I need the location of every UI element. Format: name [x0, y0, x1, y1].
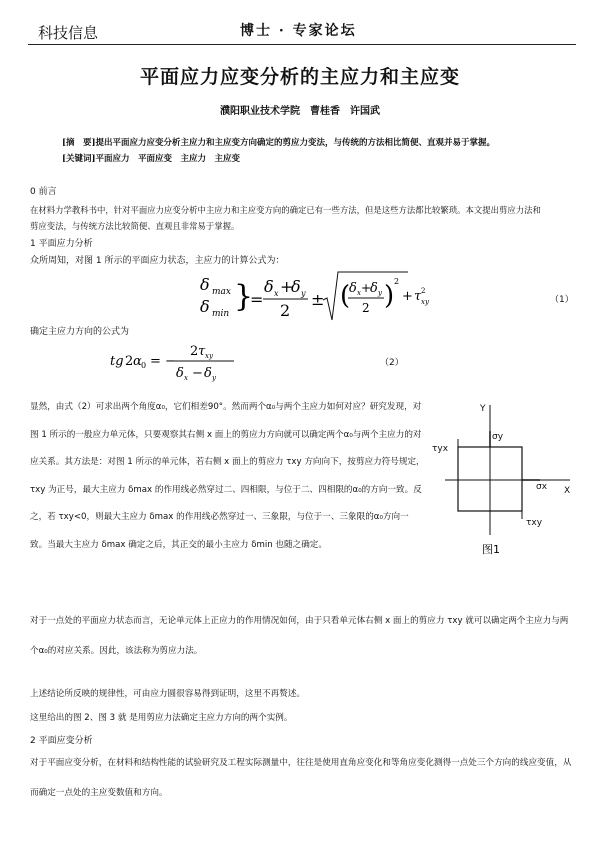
- section-0-heading: 0 前言: [30, 187, 57, 197]
- svg-text:2: 2: [421, 287, 426, 295]
- keywords-text: 平面应力 平面应变 主应力 主应变: [95, 154, 241, 164]
- svg-text:): ): [384, 281, 395, 311]
- section-1-paragraph-a: 显然，由式（2）可求出两个角度α₀，它们相差90°。然而两个α₀与两个主应力如何对应？研究发现，对图 1 所示的一般应力单元体，只要观察其右侧 x 面上的剪应力方向就可以确定两个α₀与两个主应力的对应关系。其方法是：对图 1 所示的单元体，若右侧 x 面上的剪应力 τxy 方向向下，按剪应力符号规定，τxy 为正号，最大主应力 δmax 的作用线必然穿过二、四相限，与位于二、四相限的α₀的方向一致。反之，若 τxy<0，则最大主应力 δmax 的作用线必然穿过一、三象限，与位于一、三象限的α₀方向一致。当最大主应力 δmax 确定之后，其正交的最小主应力 δmin 也随之确定。: [30, 402, 425, 550]
- svg-text:δ: δ: [264, 277, 274, 296]
- label-sigma-x: σx: [536, 482, 548, 492]
- equation-2-number: （2）: [380, 358, 404, 368]
- journal-name: 科技信息: [38, 24, 99, 42]
- equation-1-tail: [402, 282, 442, 312]
- label-x: X: [564, 486, 571, 496]
- svg-text:max: max: [212, 287, 231, 297]
- article-authors: 濮阳职业技术学院 曹桂香 许国武: [220, 106, 380, 117]
- section-0-para-line1: 在材料力学教科书中，针对平面应力应变分析中主应力和主应变方向的确定已有一些方法，但是这些方法都比较繁琐。本文提出剪应力法和: [30, 205, 541, 215]
- svg-text:δ: δ: [200, 297, 210, 316]
- svg-text:2: 2: [190, 344, 199, 359]
- svg-text:δ: δ: [176, 366, 184, 381]
- svg-text:δ: δ: [370, 281, 378, 296]
- abstract-text: 提出平面应力应变分析主应力和主应变方向确定的剪应力变法，与传统的方法相比简便、直观并易于掌握。: [95, 138, 496, 148]
- svg-text:+: +: [280, 277, 294, 296]
- svg-text:+: +: [402, 289, 413, 304]
- svg-text:−: −: [192, 366, 203, 381]
- column-name: 博士 · 专家论坛: [240, 23, 357, 39]
- figure-1: [430, 395, 580, 560]
- svg-text:tg: tg: [110, 354, 124, 369]
- svg-text:x: x: [274, 289, 279, 298]
- article-title: 平面应力应变分析的主应力和主应变: [139, 66, 460, 88]
- svg-text:}: }: [234, 279, 254, 314]
- section-1-paragraph-b: 对于一点处的平面应力状态而言，无论单元体上正应力的作用情况如何，由于只看单元体右侧 x 面上的剪应力 τxy 就可以确定两个主应力与两个α₀的对应关系。因此，该法称为剪应力法。: [30, 616, 569, 656]
- svg-text:xy: xy: [205, 352, 213, 360]
- svg-text:x: x: [357, 289, 361, 297]
- equation-1: [190, 268, 410, 328]
- svg-text:δ: δ: [204, 366, 212, 381]
- equation-1-number: （1）: [550, 295, 574, 305]
- svg-text:δ: δ: [349, 281, 357, 296]
- svg-text:±: ±: [311, 290, 325, 309]
- section-2-paragraph: 对于平面应变分析，在材料和结构性能的试验研究及工程实际测量中，往往是使用直角应变化和等角应变化测得一点处三个方向的线应变值，从而确定一点处的主应变数值和方向。: [30, 758, 572, 798]
- equation-2-intro: 确定主应力方向的公式为: [30, 327, 130, 337]
- abstract-label: [摘 要]: [62, 138, 96, 148]
- svg-text:τ: τ: [198, 344, 206, 359]
- label-y: Y: [480, 404, 486, 414]
- svg-text:y: y: [378, 289, 382, 297]
- svg-text:0: 0: [141, 361, 147, 370]
- section-2-heading: 2 平面应变分析: [30, 736, 93, 746]
- equation-2: [110, 338, 240, 384]
- keywords: [62, 152, 240, 164]
- svg-text:(: (: [340, 281, 351, 311]
- svg-text:δ: δ: [200, 275, 210, 294]
- svg-text:δ: δ: [291, 277, 301, 296]
- label-tau-yx: τyx: [432, 444, 449, 454]
- svg-text:= −: = −: [150, 354, 176, 369]
- svg-text:2: 2: [394, 277, 400, 286]
- section-1-heading: 1 平面应力分析: [30, 239, 93, 249]
- section-0-para-line2: 剪应变法，与传统方法比较简便、直观且非常易于掌握。: [30, 221, 240, 231]
- svg-text:x: x: [184, 374, 188, 382]
- figure-1-caption: 图1: [482, 543, 500, 556]
- svg-text:α: α: [133, 354, 142, 369]
- svg-text:2: 2: [362, 301, 370, 315]
- svg-text:2: 2: [280, 301, 291, 320]
- svg-text:=: =: [250, 290, 264, 309]
- svg-text:τ: τ: [414, 289, 422, 304]
- svg-text:+: +: [361, 281, 372, 295]
- svg-text:min: min: [212, 309, 230, 319]
- abstract: [62, 136, 495, 148]
- keywords-label: [关键词]: [62, 154, 96, 164]
- section-1-intro: 众所周知，对图 1 所示的平面应力状态，主应力的计算公式为：: [30, 256, 285, 266]
- svg-text:y: y: [301, 289, 306, 298]
- svg-text:y: y: [212, 374, 216, 382]
- section-1-paragraph-c: 上述结论所反映的规律性，可由应力圆很容易得到证明，这里不再赘述。: [30, 689, 306, 699]
- section-1-paragraph-d: 这里给出的图 2、图 3 就 是用剪应力法确定主应力方向的两个实例。: [30, 713, 293, 723]
- svg-text:2: 2: [125, 354, 134, 369]
- label-sigma-y: σy: [492, 432, 504, 442]
- header-rule: [28, 44, 576, 45]
- svg-text:xy: xy: [421, 298, 429, 306]
- label-tau-xy: τxy: [526, 518, 543, 528]
